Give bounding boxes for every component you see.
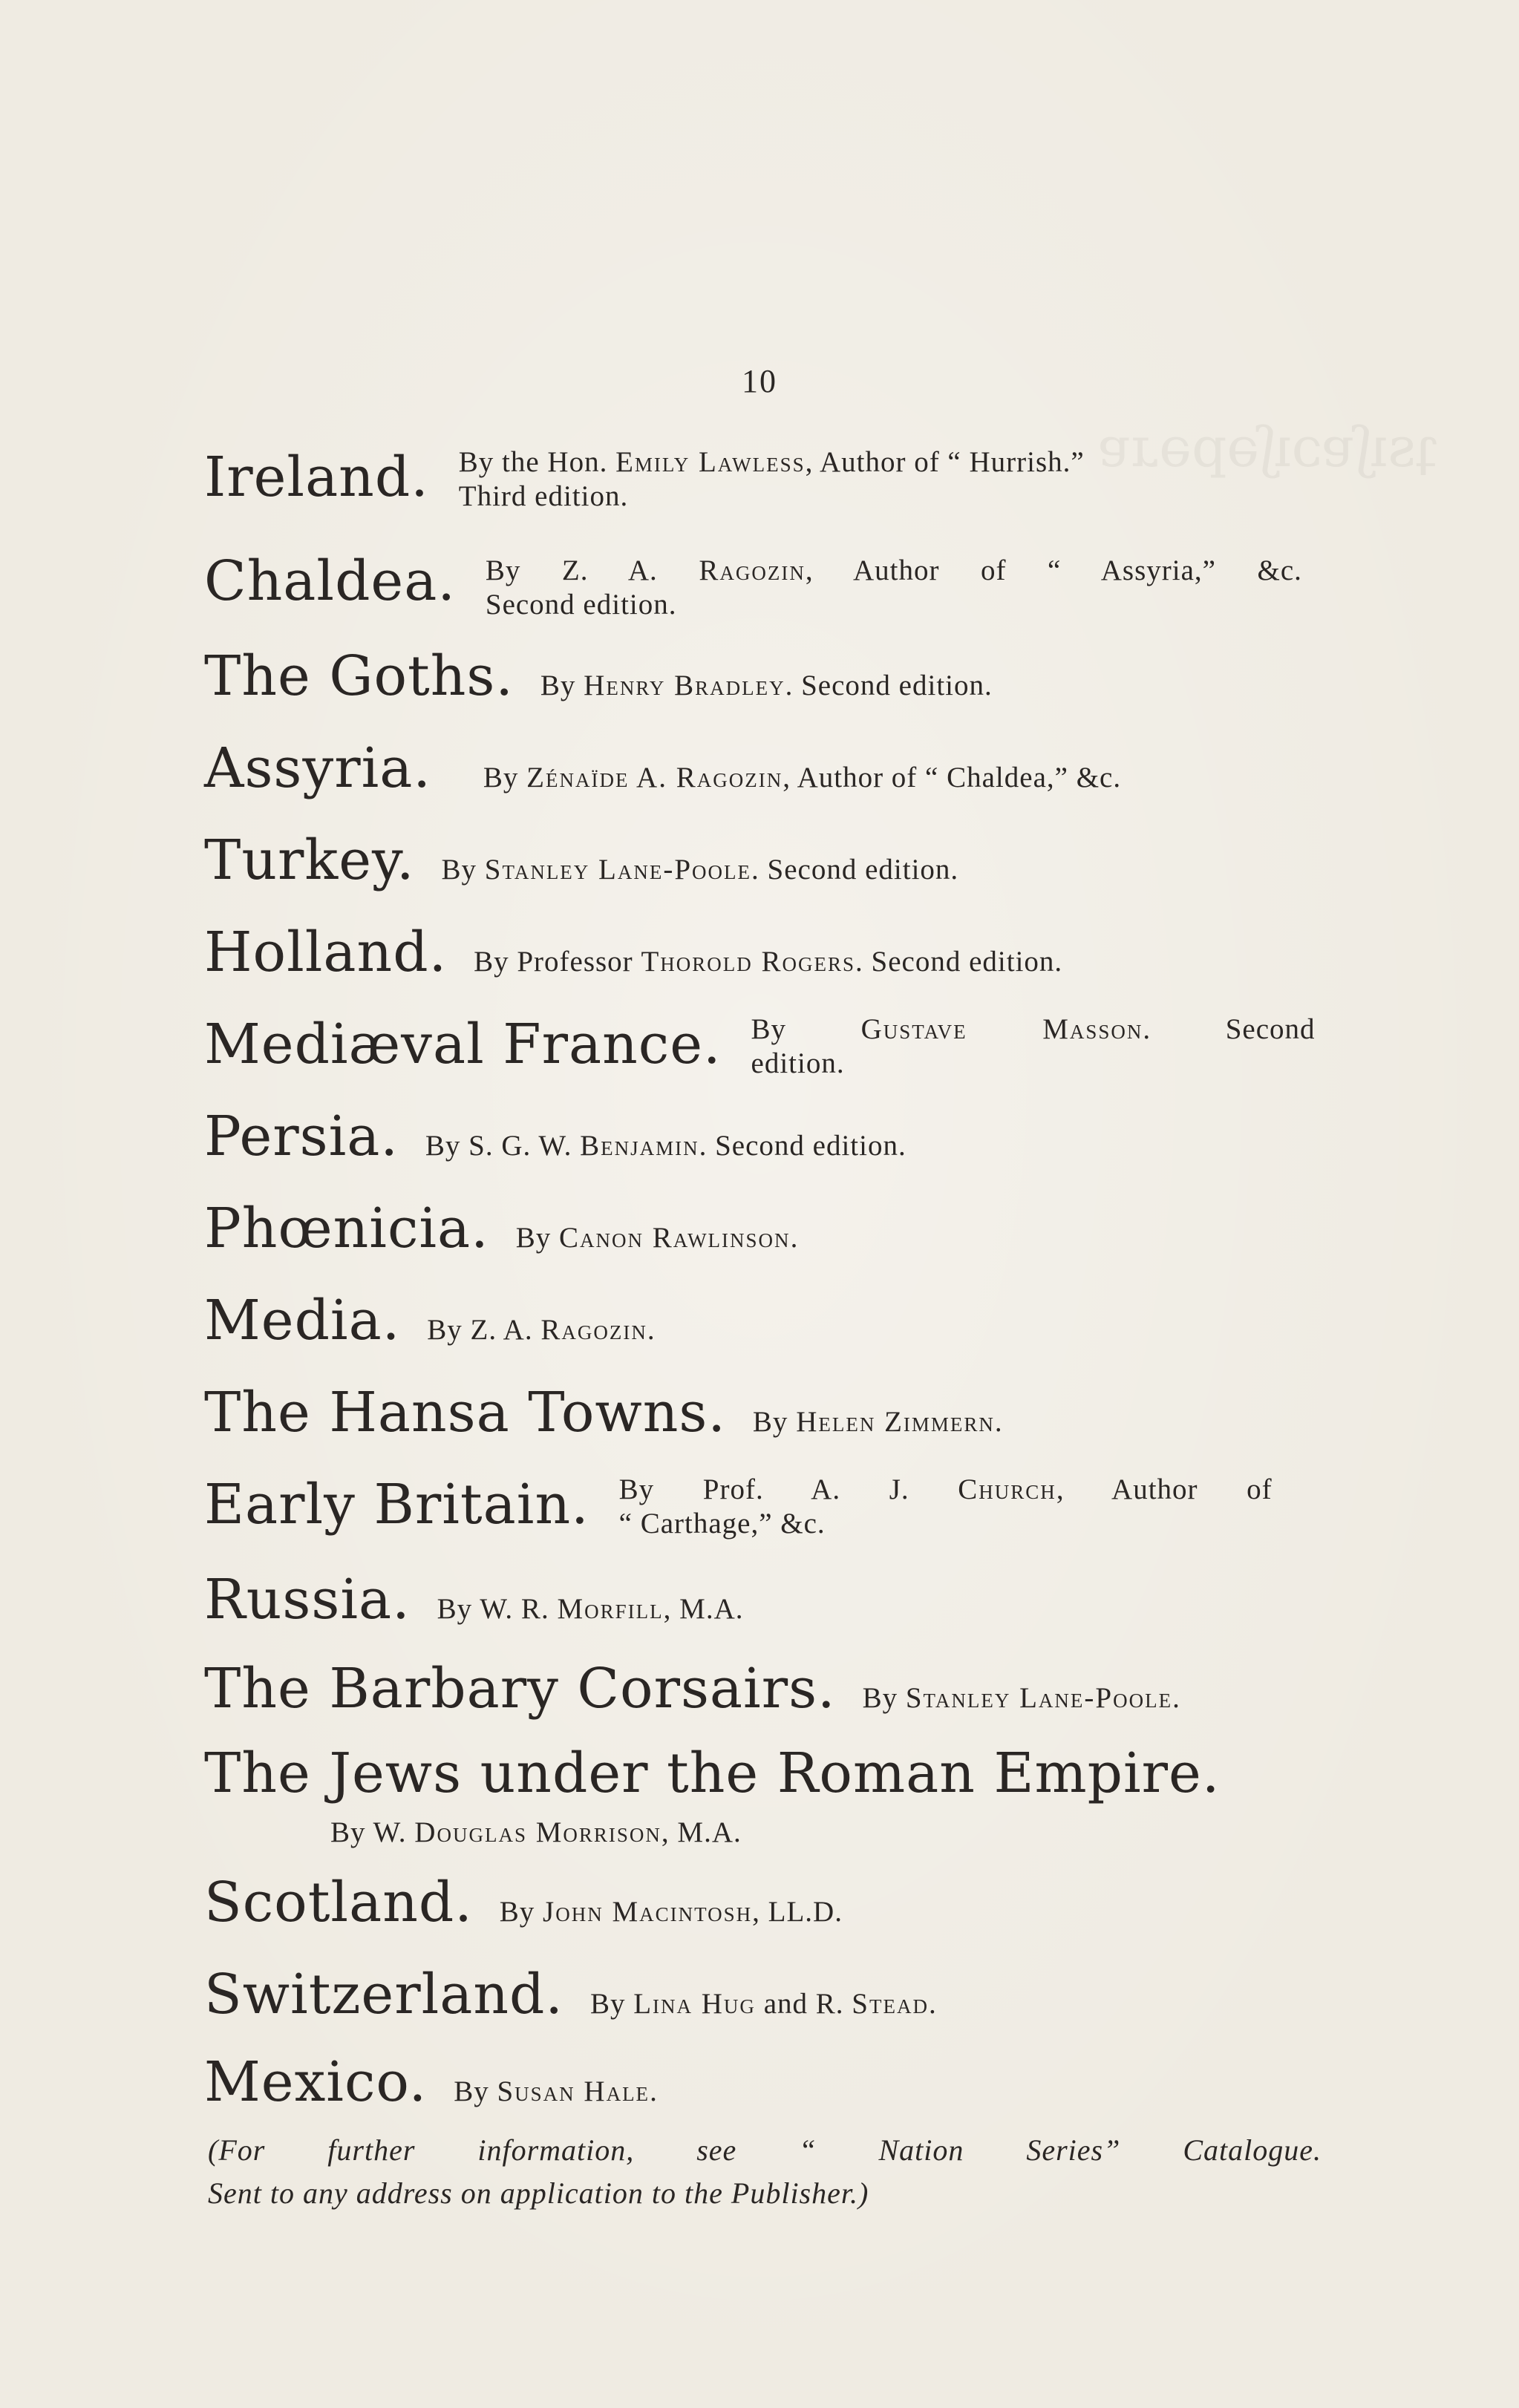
author-name: John Macintosh — [543, 1896, 753, 1928]
entry-title: Switzerland. — [204, 1963, 564, 2026]
author-name: Canon Rawlinson — [558, 1222, 791, 1254]
entry-scotland — [204, 1871, 1318, 1934]
footer-line-2: Sent to any address on application to the Publisher.) — [208, 2176, 869, 2210]
author-name: Gustave Masson — [860, 1013, 1143, 1045]
entry-byline: By Canon Rawlinson. — [515, 1222, 799, 1254]
entry-persia — [204, 1105, 1318, 1168]
author-name: Lina Hug — [633, 1988, 756, 2020]
entry-byline: By Zénaïde A. Ragozin, Author of “ Chaldea,” &c. — [483, 762, 1122, 794]
entry-byline: By Stanley Lane-Poole. — [862, 1682, 1180, 1714]
entry-byline: By Z. A. Ragozin, Author of “ Assyria,” &c. Second edition. — [485, 554, 1302, 621]
author-name: Ragozin — [540, 1314, 647, 1346]
author-name: Thorold Rogers — [641, 946, 856, 978]
entry-holland — [204, 920, 1318, 984]
entry-title: Holland. — [204, 920, 448, 984]
footer-note — [208, 2129, 1322, 2215]
entry-byline: By John Macintosh, LL.D. — [499, 1896, 843, 1928]
entry-mediaeval-france — [204, 1012, 1318, 1081]
entry-byline: By Professor Thorold Rogers. Second edition. — [474, 946, 1063, 978]
entry-byline-jews: By W. Douglas Morrison, M.A. — [330, 1816, 742, 1848]
author-name: Stanley Lane-Poole — [905, 1682, 1173, 1714]
entry-the-goths — [204, 644, 1318, 708]
entry-byline: By Stanley Lane-Poole. Second edition. — [441, 854, 959, 886]
entry-title: The Jews under the Roman Empire. — [204, 1741, 1221, 1805]
author-name: Benjamin — [580, 1130, 699, 1162]
entry-early-britain — [204, 1473, 1318, 1541]
entry-byline: By Prof. A. J. Church, Author of “ Carthage,” &c. — [618, 1473, 1273, 1540]
entry-title: Mediæval France. — [204, 1012, 722, 1076]
entry-title: Assyria. — [204, 736, 431, 800]
author-name: Henry Bradley — [584, 670, 785, 701]
entry-chaldea — [204, 549, 1318, 622]
entry-byline: By the Hon. Emily Lawless, Author of “ Hurrish.” Third edition. — [458, 446, 1085, 512]
author-name: Zénaïde A. Ragozin — [526, 762, 783, 794]
author-name: Stead — [852, 1988, 929, 2020]
entry-title: Early Britain. — [204, 1473, 589, 1537]
entry-title: Chaldea. — [204, 549, 456, 613]
entry-media — [204, 1289, 1318, 1352]
entry-byline: By S. G. W. Benjamin. Second edition. — [425, 1130, 906, 1162]
entry-title: Mexico. — [204, 2050, 428, 2114]
entry-title: Scotland. — [204, 1871, 473, 1934]
show-through-text: ʇsıʃɐɔıʃǝpǝɹɐ — [1099, 416, 1438, 480]
entry-byline: By Henry Bradley. Second edition. — [540, 670, 993, 701]
entry-byline: By Z. A. Ragozin. — [427, 1314, 656, 1346]
author-name: Douglas Morrison — [414, 1816, 662, 1848]
entry-title: Turkey. — [204, 828, 415, 892]
entry-assyria — [204, 736, 1318, 800]
entry-mexico — [204, 2050, 1318, 2114]
author-name: Ragozin — [699, 554, 806, 586]
entry-title: The Barbary Corsairs. — [204, 1657, 836, 1721]
entry-title: The Goths. — [204, 644, 514, 708]
entry-title: The Hansa Towns. — [204, 1381, 726, 1445]
author-name: Susan Hale — [497, 2075, 650, 2107]
entry-turkey — [204, 828, 1318, 892]
author-name: Morfill — [557, 1593, 664, 1625]
entry-russia — [204, 1568, 1318, 1632]
entry-ireland — [204, 445, 1318, 514]
entry-byline: By Gustave Masson. Second edition. — [751, 1013, 1316, 1079]
entry-the-jews-under-the-roman-empire — [204, 1741, 1318, 1805]
entry-title: Persia. — [204, 1105, 399, 1168]
page-number: 10 — [742, 363, 777, 399]
footer-line-1: (For further information, see “ Nation Series” Catalogue. — [208, 2133, 1322, 2167]
entry-phoenicia — [204, 1197, 1318, 1260]
entry-byline: By Susan Hale. — [454, 2075, 658, 2107]
entry-the-barbary-corsairs — [204, 1657, 1318, 1721]
entry-byline: By Lina Hug and R. Stead. — [589, 1988, 937, 2020]
entry-title: Media. — [204, 1289, 401, 1352]
entry-title: Russia. — [204, 1568, 411, 1632]
entry-byline: By W. R. Morfill, M.A. — [437, 1593, 744, 1625]
entry-title: Ireland. — [204, 445, 429, 509]
entry-the-hansa-towns — [204, 1381, 1318, 1445]
author-name: Church — [958, 1473, 1056, 1505]
entry-title: Phœnicia. — [204, 1197, 489, 1260]
entry-byline: By Helen Zimmern. — [752, 1406, 1003, 1438]
author-name: Helen Zimmern — [796, 1406, 995, 1438]
entry-switzerland — [204, 1963, 1318, 2026]
author-name: Emily Lawless — [615, 446, 806, 478]
author-name: Stanley Lane-Poole — [484, 854, 752, 886]
